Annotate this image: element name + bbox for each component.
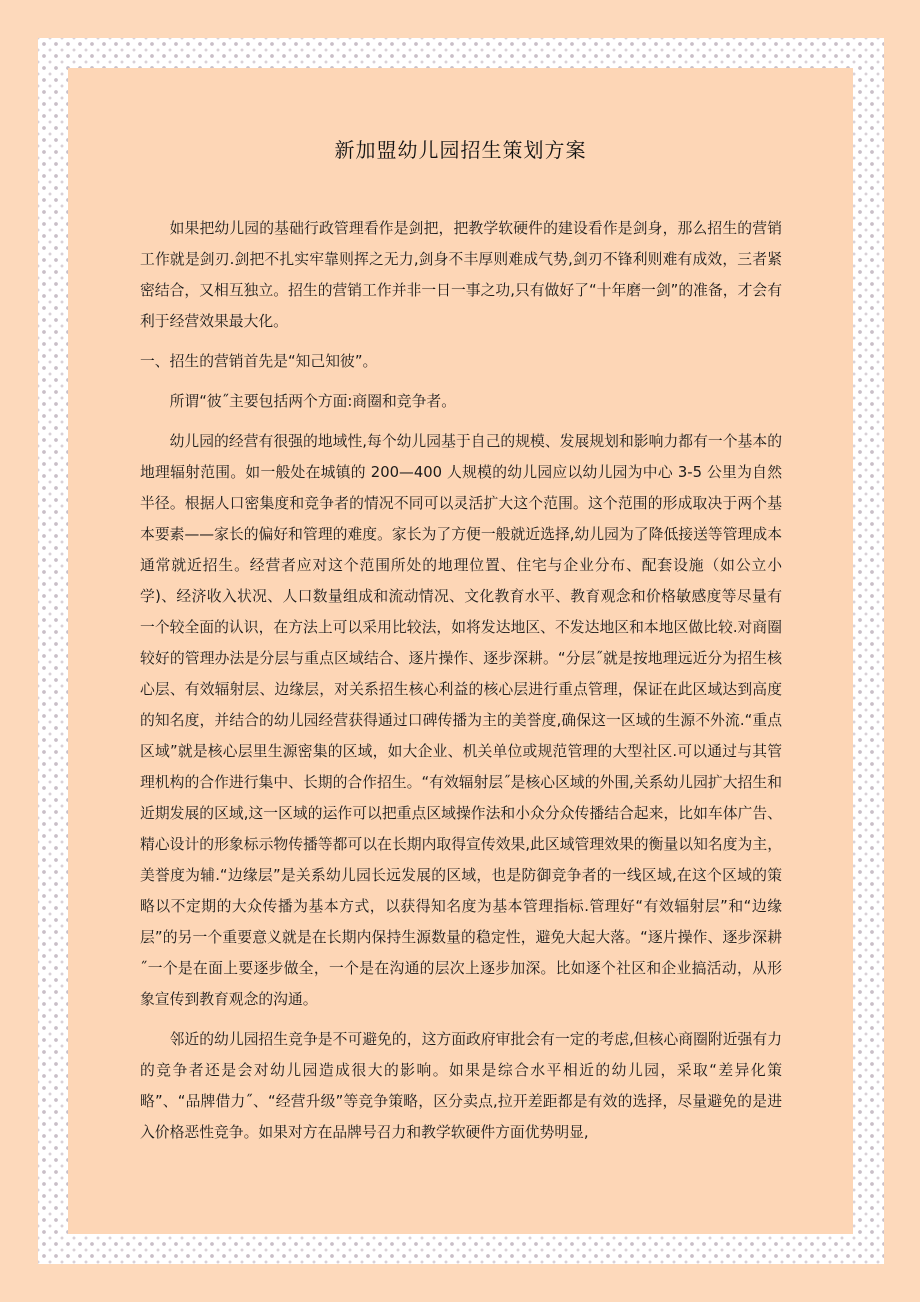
section-heading-1: 一、招生的营销首先是“知己知彼”。 [140,353,378,370]
paragraph-definition: 所谓“彼˝主要包括两个方面:商圈和竞争者。 [169,393,456,410]
paragraph-competition: 邻近的幼儿园招生竞争是不可避免的，这方面政府审批会有一定的考虑,但核心商圈附近强有力的竞争者还是会对幼儿园造成很大的影响。如果是综合水平相近的幼儿园，采取“差异化策略”、“品牌借力˝、“经营升级”等竞争策略，区分卖点,拉开差距都是有效的选择，尽量避免的是进入价格恶性竞争。如果对方在品牌号召力和教学软硬件方面优势明显, [140,1031,782,1141]
document-page [68,68,853,1234]
paragraph-intro: 如果把幼儿园的基础行政管理看作是剑把，把教学软硬件的建设看作是剑身，那么招生的营销工作就是剑刃.剑把不扎实牢靠则挥之无力,剑身不丰厚则难成气势,剑刃不锋利则难有成效，三者紧密结合，又相互独立。招生的营销工作并非一日一事之功,只有做好了“十年磨一剑”的准备，才会有利于经营效果最大化。 [140,220,782,330]
paragraph-trade-area: 幼儿园的经营有很强的地域性,每个幼儿园基于自己的规模、发展规划和影响力都有一个基本的地理辐射范围。如一般处在城镇的 200—400 人规模的幼儿园应以幼儿园为中心 3-5 公里为自然半径。根据人口密集度和竞争者的情况不同可以灵活扩大这个范围。这个范围的形成取决于两个基本要素——家长的偏好和管理的难度。家长为了方便一般就近选择,幼儿园为了降低接送等管理成本通常就近招生。经营者应对这个范围所处的地理位置、住宅与企业分布、配套设施（如公立小学)、经济收入状况、人口数量组成和流动情况、文化教育水平、教育观念和价格敏感度等尽量有一个较全面的认识，在方法上可以采用比较法，如将发达地区、不发达地区和本地区做比较.对商圈较好的管理办法是分层与重点区域结合、逐片操作、逐步深耕。“分层˝就是按地理远近分为招生核心层、有效辐射层、边缘层，对关系招生核心利益的核心层进行重点管理，保证在此区域达到高度的知名度，并结合的幼儿园经营获得通过口碑传播为主的美誉度,确保这一区域的生源不外流.“重点区域”就是核心层里生源密集的区域，如大企业、机关单位或规范管理的大型社区.可以通过与其管理机构的合作进行集中、长期的合作招生。“有效辐射层˝是核心区域的外围,关系幼儿园扩大招生和近期发展的区域,这一区域的运作可以把重点区域操作法和小众分众传播结合起来，比如车体广告、精心设计的形象标示物传播等都可以在长期内取得宣传效果,此区域管理效果的衡量以知名度为主，美誉度为辅.“边缘层”是关系幼儿园长远发展的区域，也是防御竞争者的一线区域,在这个区域的策略以不定期的大众传播为基本方式，以获得知名度为基本管理指标.管理好“有效辐射层”和“边缘层”的另一个重要意义就是在长期内保持生源数量的稳定性，避免大起大落。“逐片操作、逐步深耕˝一个是在面上要逐步做全，一个是在沟通的层次上逐步加深。比如逐个社区和企业搞活动，从形象宣传到教育观念的沟通。 [140,433,782,1008]
document-body [140,213,782,1157]
document-title: 新加盟幼儿园招生策划方案 [334,138,587,162]
